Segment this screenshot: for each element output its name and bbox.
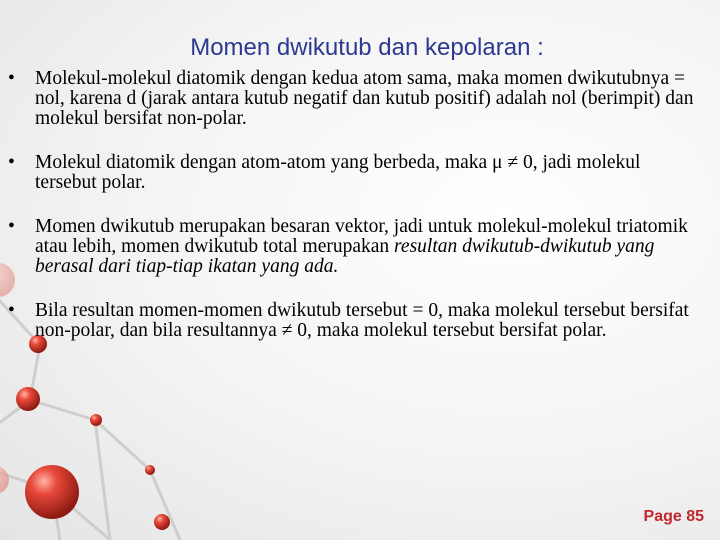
bullet-marker: • <box>8 300 15 321</box>
bullet-italic-text: resultan dwikutub-dwikutub yang berasal dari tiap-tiap ikatan yang ada. <box>35 236 655 277</box>
slide-title: Momen dwikutub dan kepolaran : <box>190 34 544 61</box>
bullet-marker: • <box>8 152 15 173</box>
bullet-marker: • <box>8 216 15 237</box>
bullet-text: Momen dwikutub merupakan besaran vektor, jadi untuk molekul-molekul triatomik atau lebih, momen dwikutub total merupakan <box>35 216 688 257</box>
bullet-list <box>8 69 698 341</box>
page-number: Page 85 <box>643 508 704 525</box>
bullet-item-1 <box>8 69 698 129</box>
bullet-marker: • <box>8 68 15 89</box>
bullet-item-2 <box>8 153 698 193</box>
bullet-item-4 <box>8 301 698 341</box>
bullet-text: Bila resultan momen-momen dwikutub tersebut = 0, maka molekul tersebut bersifat non-polar, dan bila resultannya ≠ 0, maka molekul tersebut bersifat polar. <box>35 300 689 341</box>
bullet-text: Molekul-molekul diatomik dengan kedua atom sama, maka momen dwikutubnya = nol, karena d (jarak antara kutub negatif dan kutub positif) adalah nol (berimpit) dan molekul bersifat non-polar. <box>35 68 694 129</box>
bullet-text: Molekul diatomik dengan atom-atom yang berbeda, maka μ ≠ 0, jadi molekul tersebut polar. <box>35 152 641 193</box>
bullet-item-3 <box>8 217 698 277</box>
